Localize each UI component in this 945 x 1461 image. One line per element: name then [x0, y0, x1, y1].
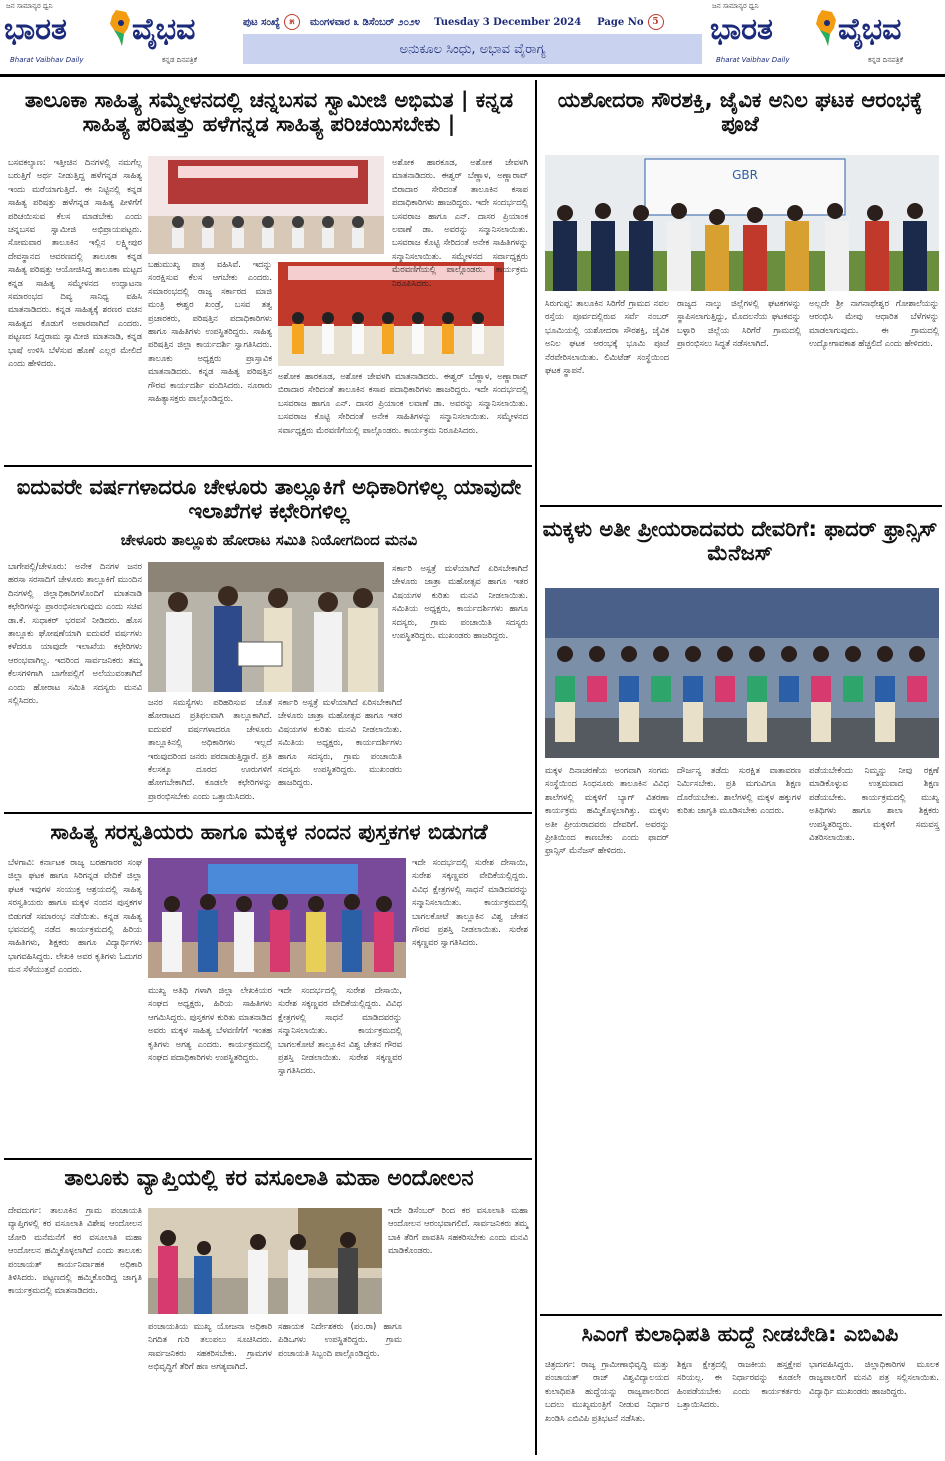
- article-4-photo: [148, 1208, 382, 1314]
- article-divider: [4, 465, 532, 467]
- article-1-col-3b: ಅಶೋಕ ಹಾರಕೂಡ, ಅಶೋಕ ಜೇವಳಗಿ ಮಾತನಾಡಿದರು. ಈಶ್ವರ್ ಬೆಣ್ಣಾಳ, ಅಣ್ಣಾರಾವ್ ಬಿರಾದಾರ ಸೇರಿದಂತೆ ತಾಲೂಕಿನ ಕಸಾಪ ಪದಾಧಿಕಾರಿಗಳು ಹಾಜರಿದ್ದರು. ಇದೇ ಸಂದರ್ಭದಲ್ಲಿ ಬಸವರಾಜ ಹಾಗೂ ಎನ್. ದಾಸರ ಪ್ರಿಯಾಂಕ ಲವಾಣೆ ಡಾ. ಅವರನ್ನು ಸನ್ಮಾನಿಸಲಾಯಿತು. ಬಸವರಾಜ ಕೊಟ್ಟಿ ಸೇರಿದಂತೆ ಅನೇಕ ಸಾಹಿತಿಗಳನ್ನು ಸನ್ಮಾನಿಸಲಾಯಿತು. ಸಮ್ಮೇಳನದ ಸರ್ವಾಧ್ಯಕ್ಷರು ಮೆರವಣಿಗೆಯಲ್ಲಿ ಪಾಲ್ಗೊಂಡರು. ಕಾರ್ಯಕ್ರಮ ನಿರೂಪಿಸಿದರು.: [278, 371, 528, 435]
- logo-subtitle-kn: ಕನ್ನಡ ದಿನಪತ್ರಿಕೆ: [162, 56, 198, 64]
- logo-word-vaibhava: ವೈಭವ: [838, 12, 902, 47]
- article-2-headline: ಐದುವರೇ ವರ್ಷಗಳಾದರೂ ಚೇಳೂರು ತಾಲ್ಲೂಕಿಗೆ ಅಧಿಕಾರಿಗಳಿಲ್ಲ ಯಾವುದೇ ಇಲಾಖೆಗಳ ಕಛೇರಿಗಳಿಲ್ಲ: [16, 475, 522, 524]
- article-5-col-1: ಸಿರುಗುಪ್ಪ: ತಾಲೂಕಿನ ಸಿರಿಗೆರೆ ಗ್ರಾಮದ ನವಲ ರಸ್ತೆಯ ಪೂರ್ವದಲ್ಲಿರುವ ಸರ್ವೆ ನಂಬರ್ ಭೂಮಿಯಲ್ಲಿ ಯಶೋದರಾ ಸೌರಶಕ್ತಿ, ಜೈವಿಕ ಅನಿಲ ಘಟಕ ಆರಂಭಕ್ಕೆ ಭೂಮಿ ಪೂಜೆ ನೆರವೇರಿಸಲಾಯಿತು. ಲಿಮಿಟೆಡ್ ಸಂಸ್ಥೆಯಿಂದ ಘಟಕ ಸ್ಥಾಪನೆ.: [545, 298, 669, 376]
- article-5-photo: [545, 155, 939, 291]
- article-4-col-3: ಸಹಾಯಕ ನಿರ್ದೇಶಕರು (ಪಂ.ರಾ) ಹಾಗೂ ಪಿಡಿಒಗಳು ಉಪಸ್ಥಿತರಿದ್ದರು. ಗ್ರಾಮ ಪಂಚಾಯತಿ ಸಿಬ್ಬಂದಿ ಪಾಲ್ಗೊಂಡಿದ್ದರು.: [278, 1321, 402, 1358]
- article-4-headline: ತಾಲೂಕು ವ್ಯಾಪ್ತಿಯಲ್ಲಿ ಕರ ವಸೂಲಾತಿ ಮಹಾ ಅಂದೋಲನ: [64, 1166, 474, 1191]
- article-2-subhead: ಚೇಳೂರು ತಾಲ್ಲೂಕು ಹೋರಾಟ ಸಮಿತಿ ನಿಯೋಗದಿಂದ ಮನವಿ: [120, 531, 418, 549]
- logo-word-vaibhava: ವೈಭವ: [132, 12, 196, 47]
- article-2-col-1: ಬಾಗೇಪಲ್ಲಿ/ಚೇಳೂರು: ಅನೇಕ ದಿನಗಳ ಜನರ ಹರಸಾ ಸರಸಾದಿಗೆ ಚೇಳೂರು ತಾಲ್ಲೂಕಿಗೆ ಮುಂದಿನ ದಿನಗಳಲ್ಲಿ ಜಿಲ್ಲಾಧಿಕಾರಿಗಳೊಂದಿಗೆ ಮಾತನಾಡಿ ಕಛೇರಿಗಳನ್ನು ಪ್ರಾರಂಭಿಸಲಾಗುವುದು ಎಂದು ಸಚಿವ ಡಾ.ಕೆ. ಸುಧಾಕರ್ ಭರವಸೆ ನೀಡಿದರು. ಹೊಸ ತಾಲ್ಲೂಕು ಘೋಷಣೆಯಾಗಿ ಐದುವರೆ ವರ್ಷಗಳು ಕಳೆದರೂ ಯಾವುದೇ ಇಲಾಖೆಯ ಕಛೇರಿಗಳು ಆರಂಭವಾಗಿಲ್ಲ. ಇದರಿಂದ ಸಾರ್ವಜನಿಕರು ತಮ್ಮ ಕೆಲಸಗಳಿಗಾಗಿ ಬಾಗೇಪಲ್ಲಿಗೆ ಅಲೆಯುವಂತಾಗಿದೆ ಎಂದು ಹೋರಾಟ ಸಮಿತಿ ಸದಸ್ಯರು ಮನವಿ ಸಲ್ಲಿಸಿದರು.: [8, 561, 142, 706]
- article-5-col-2: ರಾಜ್ಯದ ನಾಲ್ಕು ಜಿಲ್ಲೆಗಳಲ್ಲಿ ಘಟಕಗಳನ್ನು ಸ್ಥಾಪಿಸಲಾಗುತ್ತಿದ್ದು, ಮೊದಲನೆಯ ಘಟಕವನ್ನು ಬಳ್ಳಾರಿ ಜಿಲ್ಲೆಯ ಸಿರಿಗೆರೆ ಗ್ರಾಮದಲ್ಲಿ ಪ್ರಾರಂಭಿಸಲು ಸಿದ್ಧತೆ ನಡೆಸಲಾಗಿದೆ.: [677, 298, 801, 349]
- article-3-col-1: ಬೆಳಗಾವಿ: ಕರ್ನಾಟಕ ರಾಜ್ಯ ಬರಹಗಾರರ ಸಂಘ ಜಿಲ್ಲಾ ಘಟಕ ಹಾಗೂ ಸಿರಿಗನ್ನಡ ವೇದಿಕೆ ಜಿಲ್ಲಾ ಘಟಕ ಇವುಗಳ ಸಂಯುಕ್ತ ಆಶ್ರಯದಲ್ಲಿ ಸಾಹಿತ್ಯ ಸರಸ್ವತಿಯರು ಹಾಗೂ ಮಕ್ಕಳ ನಂದನ ಪುಸ್ತಕಗಳ ಬಿಡುಗಡೆ ಸಮಾರಂಭ ನಡೆಯಿತು. ಕನ್ನಡ ಸಾಹಿತ್ಯ ಭವನದಲ್ಲಿ ನಡೆದ ಕಾರ್ಯಕ್ರಮದಲ್ಲಿ ಹಿರಿಯ ಸಾಹಿತಿಗಳು, ಶಿಕ್ಷಕರು ಹಾಗೂ ವಿದ್ಯಾರ್ಥಿಗಳು ಭಾಗವಹಿಸಿದ್ದರು. ಲೇಖಕಿ ಅವರ ಕೃತಿಗಳು ಓದುಗರ ಮನ ಸೆಳೆಯುತ್ತವೆ ಎಂದರು.: [8, 857, 142, 975]
- article-6-headline: ಮಕ್ಕಳು ಅತೀ ಪ್ರೀಯರಾದವರು ದೇವರಿಗೆ: ಫಾದರ್ ಫ್ರಾನ್ಸಿಸ್ ಮೆನೆಜಸ್: [542, 517, 938, 566]
- logo-subtitle-kn: ಕನ್ನಡ ದಿನಪತ್ರಿಕೆ: [868, 56, 904, 64]
- logo-word-bharata: ಭಾರತ: [710, 12, 773, 47]
- page-label-kn: ಪುಟ ಸಂಖ್ಯೆ: [243, 16, 280, 28]
- article-1-col-1: ಬಸವಕಲ್ಯಾಣ: ಇತ್ತೀಚಿನ ದಿನಗಳಲ್ಲಿ ನಮಗೆಲ್ಲ ಬರುತ್ತಿಗೆ ಅರ್ಥ ನೀಡುತ್ತಿದ್ದ ಹಳೆಗನ್ನಡ ಸಾಹಿತ್ಯ ಇಂದು ಮರೆಯಾಗುತ್ತಿದೆ. ಈ ನಿಟ್ಟಿನಲ್ಲಿ ಕನ್ನಡ ಸಾಹಿತ್ಯ ಪರಿಷತ್ತು ಹಳೆಗನ್ನಡ ಸಾಹಿತ್ಯ ಪೀಳಿಗೆಗೆ ಪರಿಚಯಿಸುವ ಕೆಲಸ ಮಾಡಬೇಕು ಎಂದು ಚನ್ನಬಸವ ಸ್ವಾಮೀಜಿ ಅಭಿಪ್ರಾಯಪಟ್ಟರು. ಸೋಮವಾರ ತಾಲೂಕಿನ ಇಲ್ಲಿನ ಲಕ್ಷ್ಮೀಪುರ ದೇವಸ್ಥಾನದ ಆವರಣದಲ್ಲಿ ತಾಲೂಕಾ ಕನ್ನಡ ಸಾಹಿತ್ಯ ಪರಿಷತ್ತು ಆಯೋಜಿಸಿದ್ದ ತಾಲೂಕಾ ಮಟ್ಟದ ಕನ್ನಡ ಸಾಹಿತ್ಯ ಸಮ್ಮೇಳನದ ಉದ್ಘಾಟನಾ ಸಮಾರಂಭದ ದಿವ್ಯ ಸಾನಿಧ್ಯ ವಹಿಸಿ ಮಾತನಾಡಿದರು. ಕನ್ನಡ ಸಾಹಿತ್ಯಕ್ಕೆ ಶರಣರ ವಚನ ಸಾಹಿತ್ಯದ ಕೊಡುಗೆ ಅಪಾರವಾಗಿದೆ ಎಂದರು. ಪಟ್ಟಣದ ಸಿದ್ದರಾಮ ಸ್ವಾಮೀಜಿ ಮಾತನಾಡಿ, ಕನ್ನಡ ಭಾಷೆ ಉಳಿಸಿ ಬೆಳೆಸುವ ಹೊಣೆ ಎಲ್ಲರ ಮೇಲಿದೆ ಎಂದು ಹೇಳಿದರು.: [8, 157, 142, 369]
- article-3-col-3: ಇದೇ ಸಂದರ್ಭದಲ್ಲಿ ಸುರೇಶ ದೇಸಾಯಿ, ಸುರೇಶ ಸಕ್ಕಣ್ಣವರ ವೇದಿಕೆಯಲ್ಲಿದ್ದರು. ವಿವಿಧ ಕ್ಷೇತ್ರಗಳಲ್ಲಿ ಸಾಧನೆ ಮಾಡಿದವರನ್ನು ಸನ್ಮಾನಿಸಲಾಯಿತು. ಕಾರ್ಯಕ್ರಮದಲ್ಲಿ ಬಾಗಲಕೋಟೆ ತಾಲ್ಲೂಕಿನ ವಿಶ್ವ ಚೇತನ ಗೌರವ ಪ್ರಶಸ್ತಿ ನೀಡಲಾಯಿತು. ಸುರೇಶ ಸಕ್ಕಣ್ಣವರ ಸ್ವಾಗತಿಸಿದರು.: [278, 985, 402, 1076]
- issue-info-bar: [243, 12, 702, 32]
- banner-logo-text: GBR: [732, 168, 758, 182]
- article-7-col-1: ಚಿತ್ರದುರ್ಗ: ರಾಜ್ಯ ಗ್ರಾಮೀಣಾಭಿವೃದ್ಧಿ ಮತ್ತು ಪಂಚಾಯತ್ ರಾಜ್ ವಿಶ್ವವಿದ್ಯಾಲಯದ ಕುಲಾಧಿಪತಿ ಹುದ್ದೆಯನ್ನು ರಾಜ್ಯಪಾಲರಿಂದ ಬದಲು ಮುಖ್ಯಮಂತ್ರಿಗೆ ನೀಡುವ ನಿರ್ಧಾರ ಖಂಡಿಸಿ ಎಬಿವಿಪಿ ಪ್ರತಿಭಟನೆ ನಡೆಸಿತು.: [545, 1359, 669, 1423]
- article-1-col-3: ಅಶೋಕ ಹಾರಕೂಡ, ಅಶೋಕ ಜೇವಳಗಿ ಮಾತನಾಡಿದರು. ಈಶ್ವರ್ ಬೆಣ್ಣಾಳ, ಅಣ್ಣಾರಾವ್ ಬಿರಾದಾರ ಸೇರಿದಂತೆ ತಾಲೂಕಿನ ಕಸಾಪ ಪದಾಧಿಕಾರಿಗಳು ಹಾಜರಿದ್ದರು. ಇದೇ ಸಂದರ್ಭದಲ್ಲಿ ಬಸವರಾಜ ಹಾಗೂ ಎನ್. ದಾಸರ ಪ್ರಿಯಾಂಕ ಲವಾಣೆ ಡಾ. ಅವರನ್ನು ಸನ್ಮಾನಿಸಲಾಯಿತು. ಬಸವರಾಜ ಕೊಟ್ಟಿ ಸೇರಿದಂತೆ ಅನೇಕ ಸಾಹಿತಿಗಳನ್ನು ಸನ್ಮಾನಿಸಲಾಯಿತು. ಸಮ್ಮೇಳನದ ಸರ್ವಾಧ್ಯಕ್ಷರು ಮೆರವಣಿಗೆಯಲ್ಲಿ ಪಾಲ್ಗೊಂಡರು. ಕಾರ್ಯಕ್ರಮ ನಿರೂಪಿಸಿದರು.: [392, 157, 528, 288]
- article-6-col-3: ಪಡೆಯಬೇಕೆಂದು ನಿಮ್ಮನ್ನು ನೀವು ರಕ್ಷಣೆ ಮಾಡಿಕೊಳ್ಳುವ ಉತ್ತಮವಾದ ಶಿಕ್ಷಣ ಪಡೆಯಬೇಕು. ಕಾರ್ಯಕ್ರಮದಲ್ಲಿ ಮುಖ್ಯ ಅತಿಥಿಗಳು ಹಾಗೂ ಶಾಲಾ ಶಿಕ್ಷಕರು ಉಪಸ್ಥಿತರಿದ್ದರು. ಮಕ್ಕಳಿಗೆ ಸಮವಸ್ತ್ರ ವಿತರಿಸಲಾಯಿತು.: [809, 765, 939, 843]
- page-label-en: Page No: [597, 16, 644, 28]
- article-7-col-3: ಭಾಗವಹಿಸಿದ್ದರು. ಜಿಲ್ಲಾಧಿಕಾರಿಗಳ ಮೂಲಕ ರಾಜ್ಯಪಾಲರಿಗೆ ಮನವಿ ಪತ್ರ ಸಲ್ಲಿಸಲಾಯಿತು. ವಿದ್ಯಾರ್ಥಿ ಮುಖಂಡರು ಹಾಜರಿದ್ದರು.: [809, 1359, 939, 1396]
- article-divider: [540, 1314, 942, 1316]
- masthead-logo-right: [708, 2, 943, 68]
- article-4-col-1: ದೇವದುರ್ಗ: ತಾಲೂಕಿನ ಗ್ರಾಮ ಪಂಚಾಯತಿ ವ್ಯಾಪ್ತಿಗಳಲ್ಲಿ ಕರ ವಸೂಲಾತಿ ವಿಶೇಷ ಆಂದೋಲನ ಜೋರಿ ಮನೆಮನೆಗೆ ಕರ ವಸೂಲಾತಿ ಮಹಾ ಆಂದೋಲನ ಹಮ್ಮಿಕೊಳ್ಳಲಾಗಿದೆ ಎಂದು ತಾಲೂಕು ಪಂಚಾಯತ್ ಕಾರ್ಯನಿರ್ವಾಹಕ ಅಧಿಕಾರಿ ತಿಳಿಸಿದರು. ಪಟ್ಟಣದಲ್ಲಿ ಹಮ್ಮಿಕೊಂಡಿದ್ದ ಜಾಗೃತಿ ಕಾರ್ಯಕ್ರಮದಲ್ಲಿ ಮಾತನಾಡಿದರು.: [8, 1205, 142, 1296]
- masthead: [0, 0, 945, 72]
- article-2-photo: [148, 562, 384, 692]
- page-number-kn: ೫: [284, 14, 300, 30]
- logo-tagline: ಜನ ಸಾಮಾನ್ಯರ ಧ್ವನಿ: [6, 2, 53, 10]
- article-4-col-4: ಇದೇ ಡಿಸೆಂಬರ್ ರಿಂದ ಕರ ವಸೂಲಾತಿ ಮಹಾ ಆಂದೋಲನ ಆರಂಭವಾಗಲಿದೆ. ಸಾರ್ವಜನಿಕರು ತಮ್ಮ ಬಾಕಿ ತೆರಿಗೆ ಪಾವತಿಸಿ ಸಹಕರಿಸಬೇಕು ಎಂದು ಮನವಿ ಮಾಡಿಕೊಂಡರು.: [388, 1205, 528, 1256]
- masthead-logo-left: [2, 2, 237, 68]
- logo-subtitle-en: Bharat Vaibhav Daily: [10, 56, 84, 64]
- logo-subtitle-en: Bharat Vaibhav Daily: [716, 56, 790, 64]
- date-en: Tuesday 3 December 2024: [434, 16, 582, 28]
- page-number-en: 5: [648, 14, 664, 30]
- column-divider: [535, 80, 537, 1455]
- article-1-photo-bottom: [278, 262, 504, 366]
- article-6-col-1: ಮಕ್ಕಳ ದಿನಾಚರಣೆಯ ಅಂಗವಾಗಿ ಸಂಗಮ ಸಂಸ್ಥೆಯಿಂದ ಸಿಂಧನೂರು ತಾಲೂಕಿನ ವಿವಿಧ ಶಾಲೆಗಳಲ್ಲಿ ಮಕ್ಕಳಿಗೆ ಬ್ಯಾಗ್ ವಿತರಣಾ ಕಾರ್ಯಕ್ರಮ ಹಮ್ಮಿಕೊಳ್ಳಲಾಗಿತ್ತು. ಮಕ್ಕಳು ಅತೀ ಪ್ರೀಯರಾದವರು ದೇವರಿಗೆ. ಅವರನ್ನು ಪ್ರೀತಿಯಿಂದ ಕಾಣಬೇಕು ಎಂದು ಫಾದರ್ ಫ್ರಾನ್ಸಿಸ್ ಮೆನೆಜಸ್ ಹೇಳಿದರು.: [545, 765, 669, 856]
- article-7-headline: ಸಿಎಂಗೆ ಕುಲಾಧಿಪತಿ ಹುದ್ದೆ ನೀಡಬೇಡಿ: ಎಬಿವಿಪಿ: [581, 1322, 899, 1346]
- article-1-photo-top: [148, 156, 384, 254]
- article-3-col-2: ಮುಖ್ಯ ಅತಿಥಿ ಗಳಾಗಿ ಜಿಲ್ಲಾ ಲೇಖಕಿಯರ ಸಂಘದ ಅಧ್ಯಕ್ಷರು, ಹಿರಿಯ ಸಾಹಿತಿಗಳು ಆಗಮಿಸಿದ್ದರು. ಪುಸ್ತಕಗಳ ಕುರಿತು ಮಾತನಾಡಿದ ಅವರು ಮಕ್ಕಳ ಸಾಹಿತ್ಯ ಬೆಳವಣಿಗೆಗೆ ಇಂತಹ ಕೃತಿಗಳು ಅಗತ್ಯ ಎಂದರು. ಕಾರ್ಯಕ್ರಮದಲ್ಲಿ ಸಂಘದ ಪದಾಧಿಕಾರಿಗಳು ಉಪಸ್ಥಿತರಿದ್ದರು.: [148, 985, 272, 1063]
- article-3-photo: [148, 858, 406, 978]
- article-2-col-3: ಸರ್ಕಾರಿ ಅಸ್ಪತ್ರೆ ಮಳೆಯಾಗಿದೆ ಏರಿಸಬೇಕಾಗಿದೆ ಚೇಳೂರು ಜಾತ್ರಾ ಮಹೋತ್ಸವ ಹಾಗೂ ಇತರ ವಿಷಯಗಳ ಕುರಿತು ಮನವಿ ನೀಡಲಾಯಿತು. ಸಮಿತಿಯ ಅಧ್ಯಕ್ಷರು, ಕಾರ್ಯದರ್ಶಿಗಳು ಹಾಗೂ ಸದಸ್ಯರು, ಗ್ರಾಮ ಪಂಚಾಯಿತಿ ಸದಸ್ಯರು ಉಪಸ್ಥಿತರಿದ್ದರು. ಮುಖಂಡರು ಹಾಜರಿದ್ದರು.: [278, 697, 402, 788]
- date-kn: ಮಂಗಳವಾರ ೩ ಡಿಸೆಂಬರ್ ೨೦೨೪: [309, 16, 421, 28]
- article-2-col-4: ಸರ್ಕಾರಿ ಅಸ್ಪತ್ರೆ ಮಳೆಯಾಗಿದೆ ಏರಿಸಬೇಕಾಗಿದೆ ಚೇಳೂರು ಜಾತ್ರಾ ಮಹೋತ್ಸವ ಹಾಗೂ ಇತರ ವಿಷಯಗಳ ಕುರಿತು ಮನವಿ ನೀಡಲಾಯಿತು. ಸಮಿತಿಯ ಅಧ್ಯಕ್ಷರು, ಕಾರ್ಯದರ್ಶಿಗಳು ಹಾಗೂ ಸದಸ್ಯರು, ಗ್ರಾಮ ಪಂಚಾಯಿತಿ ಸದಸ್ಯರು ಉಪಸ್ಥಿತರಿದ್ದರು. ಮುಖಂಡರು ಹಾಜರಿದ್ದರು.: [392, 563, 528, 641]
- article-divider: [4, 812, 532, 814]
- article-6-photo: [545, 588, 939, 758]
- logo-word-bharata: ಭಾರತ: [4, 12, 67, 47]
- article-5-col-3: ಅಲ್ಲದೇ ಶ್ರೀ ನಾಗನಾಥೇಶ್ವರ ಗೋಶಾಲೆಯನ್ನು ಆರಂಭಿಸಿ ಮೇವು ಆಧಾರಿತ ಬೆಳೆಗಳನ್ನು ಮಾಡಲಾಗುವುದು. ಈ ಗ್ರಾಮದಲ್ಲಿ ಉದ್ಯೋಗಾವಕಾಶ ಹೆಚ್ಚಲಿದೆ ಎಂದು ಹೇಳಿದರು.: [809, 298, 939, 349]
- article-6-col-2: ದೌರ್ಜನ್ಯ ತಡೆದು ಸುರಕ್ಷಿತ ವಾತಾವರಣ ನಿರ್ಮಿಸಬೇಕು. ಪ್ರತಿ ಮಗುವಿಗೂ ಶಿಕ್ಷಣ ದೊರೆಯಬೇಕು. ಶಾಲೆಗಳಲ್ಲಿ ಮಕ್ಕಳ ಹಕ್ಕುಗಳ ಕುರಿತು ಜಾಗೃತಿ ಮೂಡಿಸಬೇಕು ಎಂದರು.: [677, 765, 801, 816]
- article-divider: [540, 505, 942, 507]
- motto-bar: ಅನುಕೂಲ ಸಿಂಧು, ಅಭಾವ ವೈರಾಗ್ಯ: [243, 34, 702, 64]
- article-3-headline: ಸಾಹಿತ್ಯ ಸರಸ್ವತಿಯರು ಹಾಗೂ ಮಕ್ಕಳ ನಂದನ ಪುಸ್ತಕಗಳ ಬಿಡುಗಡೆ: [50, 820, 488, 844]
- article-2-col-2: ಜನರ ಸಮಸ್ಯೆಗಳು ಪರಿಹರಿಸುವ ಜೊತೆ ಹೋರಾಟದ ಪ್ರತಿಫಲವಾಗಿ ತಾಲ್ಲೂಕಾಗಿದೆ. ಐದುವರೆ ವರ್ಷಗಳಾದರೂ ಚೇಳೂರು ತಾಲ್ಲೂಕಿನಲ್ಲಿ ಅಧಿಕಾರಿಗಳು ಇಲ್ಲದೆ ಇರುವುದರಿಂದ ಜನರು ಪರದಾಡುತ್ತಿದ್ದಾರೆ. ಪ್ರತಿ ಕೆಲಸಕ್ಕೂ ದೂರದ ಊರುಗಳಿಗೆ ಹೋಗಬೇಕಾಗಿದೆ. ಕೂಡಲೇ ಕಛೇರಿಗಳನ್ನು ಪ್ರಾರಂಭಿಸಬೇಕು ಎಂದು ಒತ್ತಾಯಿಸಿದರು.: [148, 697, 272, 801]
- article-4-col-2: ಪಂಚಾಯತಿಯ ಮುಖ್ಯ ಯೋಜನಾ ಅಧಿಕಾರಿ ನಿಗದಿತ ಗುರಿ ತಲುಪಲು ಸೂಚಿಸಿದರು. ಸಾರ್ವಜನಿಕರು ಸಹಕರಿಸಬೇಕು. ಗ್ರಾಮಗಳ ಅಭಿವೃದ್ಧಿಗೆ ತೆರಿಗೆ ಹಣ ಅಗತ್ಯವಾಗಿದೆ.: [148, 1321, 272, 1372]
- article-1-headline: ತಾಲೂಕಾ ಸಾಹಿತ್ಯ ಸಮ್ಮೇಳನದಲ್ಲಿ ಚನ್ನಬಸವ ಸ್ವಾಮೀಜಿ ಅಭಿಮತ | ಕನ್ನಡ ಸಾಹಿತ್ಯ ಪರಿಷತ್ತು ಹಳೆಗನ್ನಡ ಸಾಹಿತ್ಯ ಪರಿಚಯಿಸಬೇಕು |: [24, 88, 514, 137]
- article-3-col-4: ಇದೇ ಸಂದರ್ಭದಲ್ಲಿ ಸುರೇಶ ದೇಸಾಯಿ, ಸುರೇಶ ಸಕ್ಕಣ್ಣವರ ವೇದಿಕೆಯಲ್ಲಿದ್ದರು. ವಿವಿಧ ಕ್ಷೇತ್ರಗಳಲ್ಲಿ ಸಾಧನೆ ಮಾಡಿದವರನ್ನು ಸನ್ಮಾನಿಸಲಾಯಿತು. ಕಾರ್ಯಕ್ರಮದಲ್ಲಿ ಬಾಗಲಕೋಟೆ ತಾಲ್ಲೂಕಿನ ವಿಶ್ವ ಚೇತನ ಗೌರವ ಪ್ರಶಸ್ತಿ ನೀಡಲಾಯಿತು. ಸುರೇಶ ಸಕ್ಕಣ್ಣವರ ಸ್ವಾಗತಿಸಿದರು.: [412, 857, 528, 948]
- article-1-col-2: ಬಹುಮುಖ್ಯ ಪಾತ್ರ ವಹಿಸಿವೆ. ಇದನ್ನು ಸಂರಕ್ಷಿಸುವ ಕೆಲಸ ಆಗಬೇಕು ಎಂದರು. ಸಮಾರಂಭದಲ್ಲಿ ರಾಜ್ಯ ಸರ್ಕಾರದ ಮಾಜಿ ಮಂತ್ರಿ ಈಶ್ವರ ಖಂಡ್ರೆ, ಬಸವ ತತ್ವ ಪ್ರಚಾರಕರು, ಪರಿಷತ್ತಿನ ಪದಾಧಿಕಾರಿಗಳು ಹಾಗೂ ಸಾಹಿತಿಗಳು ಉಪಸ್ಥಿತರಿದ್ದರು. ಸಾಹಿತ್ಯ ಪರಿಷತ್ತಿನ ಜಿಲ್ಲಾ ಕಾರ್ಯದರ್ಶಿ ಸ್ವಾಗತಿಸಿದರು. ತಾಲೂಕು ಅಧ್ಯಕ್ಷರು ಪ್ರಾಸ್ತಾವಿಕ ಮಾತನಾಡಿದರು. ಕನ್ನಡ ಸಾಹಿತ್ಯ ಪರಿಷತ್ತಿನ ಗೌರವ ಕಾರ್ಯದರ್ಶಿ ವಂದಿಸಿದರು. ನೂರಾರು ಸಾಹಿತ್ಯಾಸಕ್ತರು ಪಾಲ್ಗೊಂಡಿದ್ದರು.: [148, 259, 272, 404]
- article-5-headline: ಯಶೋದರಾ ಸೌರಶಕ್ತಿ, ಜೈವಿಕ ಅನಿಲ ಘಟಕ ಆರಂಭಕ್ಕೆ ಪೂಜೆ: [557, 88, 923, 137]
- article-7-col-2: ಶಿಕ್ಷಣ ಕ್ಷೇತ್ರದಲ್ಲಿ ರಾಜಕೀಯ ಹಸ್ತಕ್ಷೇಪ ಸರಿಯಲ್ಲ. ಈ ನಿರ್ಧಾರವನ್ನು ಕೂಡಲೇ ಹಿಂಪಡೆಯಬೇಕು ಎಂದು ಕಾರ್ಯಕರ್ತರು ಒತ್ತಾಯಿಸಿದರು.: [677, 1359, 801, 1410]
- masthead-rule: [0, 74, 945, 77]
- article-divider: [4, 1158, 532, 1160]
- masthead-center: [243, 12, 702, 66]
- logo-tagline: ಜನ ಸಾಮಾನ್ಯರ ಧ್ವನಿ: [712, 2, 759, 10]
